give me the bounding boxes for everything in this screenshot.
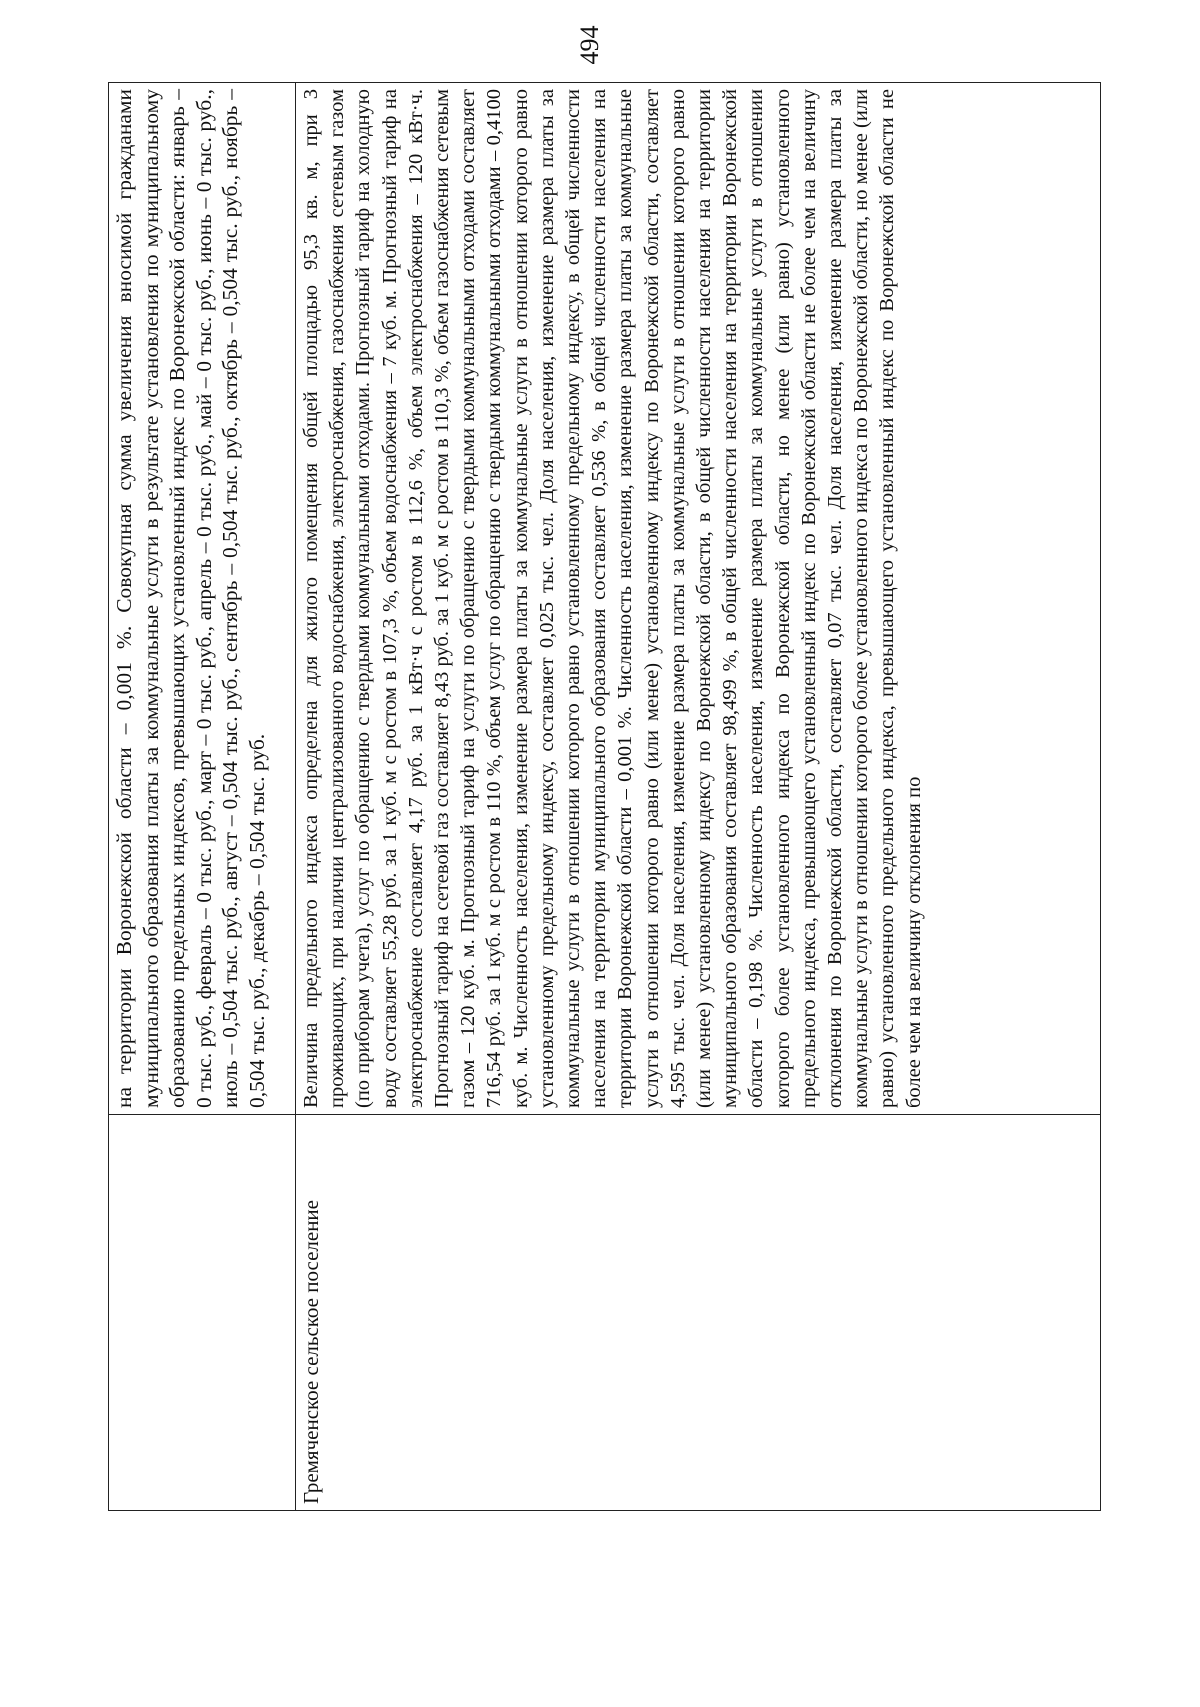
municipality-name-cell xyxy=(296,1115,1101,1511)
table-row xyxy=(109,83,296,1511)
index-description-cell xyxy=(109,83,296,1115)
municipality-name: Гремяченское сельское поселение xyxy=(299,1200,323,1504)
municipality-name-cell xyxy=(109,1115,296,1511)
index-description-text: на территории Воронежской области – 0,001 %. Совокупная сумма увеличения вносимой гражданами муниципального образования платы за коммунальные услуги в результате установления по муниципальному образованию предельных индексов, превышающих установленный индекс по Воронежской области: январь – 0 тыс. руб., февраль – 0 тыс. руб., март – 0 тыс. руб., апрель – 0 тыс. руб., май – 0 тыс. руб., июнь – 0 тыс. руб., июль – 0,504 тыс. руб., август – 0,504 тыс. руб., сентябрь – 0,504 тыс. руб., октябрь – 0,504 тыс. руб., ноябрь – 0,504 тыс. руб., декабрь – 0,504 тыс. руб. xyxy=(112,89,269,1108)
page-number: 494 xyxy=(575,25,604,65)
table-row xyxy=(296,83,1101,1511)
index-description-text: Величина предельного индекса определена для жилого помещения общей площадью 95,3 кв. м, при 3 проживающих, при наличии централизованного водоснабжения, электроснабжения, газоснабжения сетевым газом (по приборам учета), услуг по обращению с твердыми коммунальными отходами. Прогнозный тариф на холодную воду составляет 55,28 руб. за 1 куб. м с ростом в 107,3 %, объем водоснабжения – 7 куб. м. Прогнозный тариф на электроснабжение составляет 4,17 руб. за 1 кВт·ч с ростом в 112,6 %, объем электроснабжения – 120 кВт·ч. Прогнозный тариф на сетевой газ составляет 8,43 руб. за 1 куб. м с ростом в 110,3 %, объем газоснабжения сетевым газом – 120 куб. м. Прогнозный тариф на услуги по обращению с твердыми коммунальными отходами составляет 716,54 руб. за 1 куб. м с ростом в 110 %, объем услуг по обращению с твердыми коммунальными отходами – 0,4100 куб. м. Численность населения, изменение размера платы за коммунальные услуги в отношении которого равно установленному предельному индексу, составляет 0,025 тыс. чел. Доля населения, изменение размера платы за коммунальные услуги в отношении которого равно установленному предельному индексу, в общей численности населения на территории муниципального образования составляет 0,536 %, в общей численности населения на территории Воронежской области – 0,001 %. Численность населения, изменение размера платы за коммунальные услуги в отношении которого равно (или менее) установленному индексу по Воронежской области, составляет 4,595 тыс. чел. Доля населения, изменение размера платы за коммунальные услуги в отношении которого равно (или менее) установленному индексу по Воронежской области, в общей численности населения на территории муниципального образования составляет 98,499 %, в общей численности населения на территории Воронежской области – 0,198 %. Численность населения, изменение размера платы за коммунальные услуги в отношении которого более установленного индекса по Воронежской области, но менее (или равно) установленного предельного индекса, превышающего установленный индекс по Воронежской области не более чем на величину отклонения по Воронежской области, составляет 0,07 тыс. чел. Доля населения, изменение размера платы за коммунальные услуги в отношении которого более установленного индекса по Воронежской области, но менее (или равно) установленного предельного индекса, превышающего установленный индекс по Воронежской области не более чем на величину отклонения по xyxy=(300,89,925,1108)
tariff-table xyxy=(108,82,1101,1511)
rotated-page-content xyxy=(108,83,1100,1511)
index-description-cell xyxy=(296,83,1101,1115)
